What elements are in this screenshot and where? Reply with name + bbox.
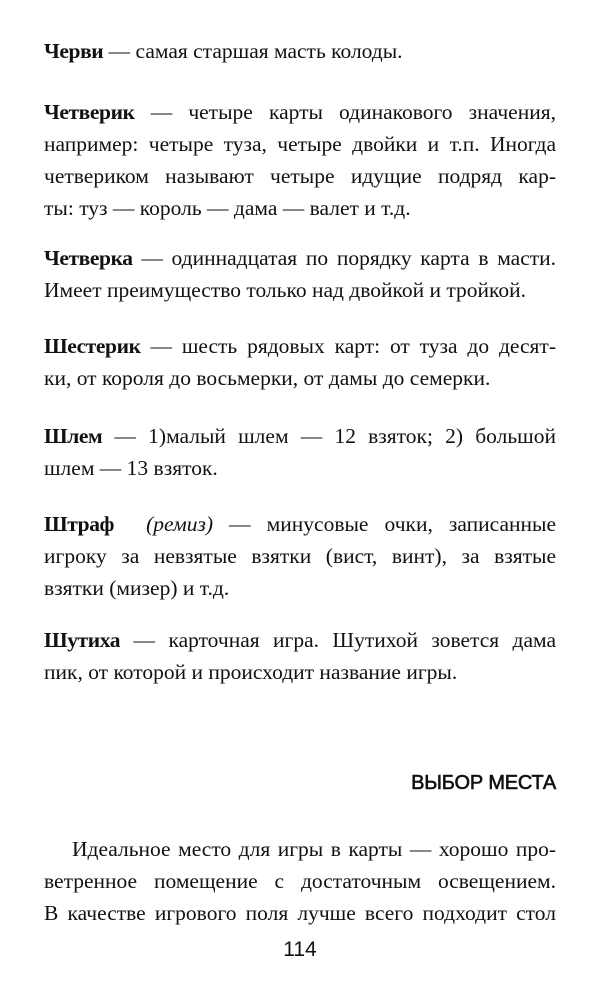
entry-definition: — карточная игра. Шутихой зовется дама bbox=[133, 628, 557, 652]
body-line: В качестве игрового поля лучше всего подходит стол bbox=[44, 901, 556, 925]
entry-definition-line: например: четыре туза, четыре двойки и т.п. Иногда bbox=[44, 132, 556, 156]
entry-shtraf bbox=[44, 508, 556, 604]
entry-term: Штраф bbox=[44, 512, 115, 536]
entry-definition: — минусовые очки, записанные bbox=[229, 512, 556, 536]
entry-definition-line: Имеет преимущество только над двойкой и тройкой. bbox=[44, 278, 527, 302]
body-line: Идеальное место для игры в карты — хорошо про- bbox=[72, 837, 556, 861]
entry-definition: — 1)малый шлем — 12 взяток; 2) большой bbox=[114, 424, 556, 448]
entry-chervi bbox=[44, 35, 556, 67]
entry-term: Черви bbox=[44, 39, 104, 63]
section-heading: ВЫБОР МЕСТА bbox=[411, 772, 556, 794]
entry-definition-line: игроку за невзятые взятки (вист, винт), за взятые bbox=[44, 544, 556, 568]
entry-term: Четверик bbox=[44, 100, 135, 124]
entry-term: Шлем bbox=[44, 424, 103, 448]
entry-definition: — четыре карты одинакового значения, bbox=[150, 100, 556, 124]
entry-shutikha bbox=[44, 624, 556, 688]
entry-definition-line: взятки (мизер) и т.д. bbox=[44, 576, 230, 600]
section-body bbox=[44, 833, 556, 929]
page-number: 114 bbox=[283, 938, 317, 961]
entry-definition-line: пик, от которой и происходит название игры. bbox=[44, 660, 458, 684]
entry-term: Четверка bbox=[44, 246, 133, 270]
entry-shlem bbox=[44, 420, 556, 484]
entry-aside: (ремиз) bbox=[146, 512, 214, 536]
entry-term: Шестерик bbox=[44, 334, 141, 358]
entry-chetverka bbox=[44, 242, 556, 306]
entry-definition-line: ки, от короля до восьмерки, от дамы до семерки. bbox=[44, 366, 491, 390]
entry-definition: — одиннадцатая по порядку карта в масти. bbox=[141, 246, 557, 270]
body-line: ветренное помещение с достаточным освещением. bbox=[44, 869, 556, 893]
entry-definition: — самая старшая масть колоды. bbox=[108, 39, 403, 63]
entry-shesterik bbox=[44, 330, 556, 394]
entry-definition-line: шлем — 13 взяток. bbox=[44, 456, 218, 480]
entry-chetverik bbox=[44, 96, 556, 224]
entry-term: Шутиха bbox=[44, 628, 121, 652]
entry-definition-line: четвериком называют четыре идущие подряд кар- bbox=[44, 164, 556, 188]
entry-definition-line: ты: туз — король — дама — валет и т.д. bbox=[44, 196, 411, 220]
entry-definition: — шесть рядовых карт: от туза до десят- bbox=[150, 334, 556, 358]
